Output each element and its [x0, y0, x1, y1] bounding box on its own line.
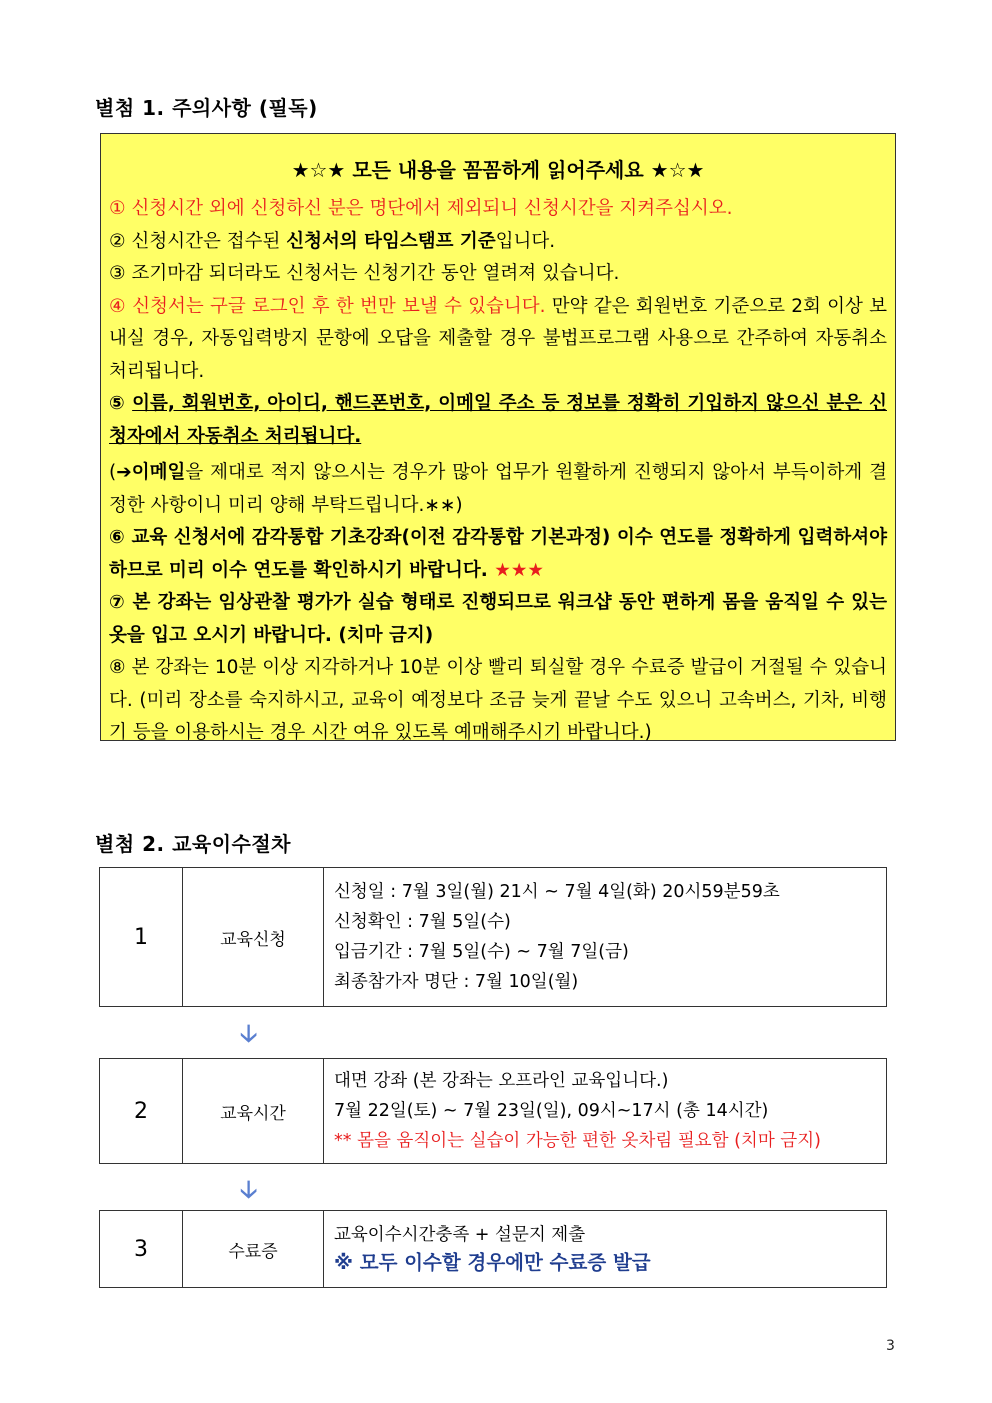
notice-item-1: ① 신청시간 외에 신청하신 분은 명단에서 제외되니 신청시간을 지켜주십시오.: [109, 198, 733, 219]
step-number: 3: [100, 1211, 183, 1287]
notice-item-3: ③ 조기마감 되더라도 신청서는 신청기간 동안 열려져 있습니다.: [109, 263, 620, 284]
notice-item-5-num: ⑤: [109, 393, 133, 414]
notice-item-6-text: ⑥ 교육 신청서에 감각통합 기초강좌(이전 감각통합 기본과정) 이수 연도를 정확하게 입력하셔야 하므로 미리 이수 연도를 확인하시기 바랍니다.: [109, 527, 887, 581]
notice-item-5b-bold: ➔이메일: [116, 462, 186, 483]
notice-headline: ★☆★ 모든 내용을 꼼꼼하게 읽어주세요 ★☆★: [291, 158, 705, 182]
step-label: 교육시간: [183, 1059, 324, 1163]
step-line: 신청확인 : 7월 5일(수): [334, 912, 511, 932]
notice-item-5-text: 이름, 회원번호, 아이디, 핸드폰번호, 이메일 주소 등 정보를 정확히 기입하지 않으신 분은 신청자에서 자동취소 처리됩니다.: [109, 393, 887, 447]
step-row-1: [99, 867, 887, 1007]
notice-item-2-text: ② 신청시간은 접수된: [109, 230, 287, 252]
step-line: 최종참가자 명단 : 7월 10일(월): [334, 972, 579, 992]
notice-item-2: [109, 226, 887, 259]
notice-item-7: ⑦ 본 강좌는 임상관찰 평가가 실습 형태로 진행되므로 워크샵 동안 편하게 몸을 움직일 수 있는 옷을 입고 오시기 바랍니다. (치마 금지): [109, 592, 887, 646]
notice-item-4-rest: 만약 같은 회원번호 기준으로 2회 이상 보내실 경우, 자동입력방지 문항에 오답을 제출할 경우 불법프로그램 사용으로 간주하여 자동취소 처리됩니다.: [109, 295, 887, 382]
step-label: 수료증: [183, 1211, 324, 1287]
step-line: 대면 강좌 (본 강좌는 오프라인 교육입니다.): [334, 1071, 669, 1091]
section2-title: 별첨 2. 교육이수절차: [95, 832, 291, 856]
step-line: 교육이수시간충족 + 설문지 제출: [334, 1225, 586, 1245]
step-line-warning: ** 몸을 움직이는 실습이 가능한 편한 옷차림 필요함 (치마 금지): [334, 1131, 821, 1151]
section1-title: 별첨 1. 주의사항 (필독): [95, 96, 318, 120]
step-number: 2: [100, 1059, 183, 1163]
step-line: 입금기간 : 7월 5일(수) ~ 7월 7일(금): [334, 942, 629, 962]
notice-item-2-bold: 신청서의 타임스탬프 기준: [286, 230, 496, 252]
notice-item-5b-open: (: [109, 462, 117, 483]
notice-item-6-stars: ★★★: [494, 559, 544, 581]
step-number: 1: [100, 868, 183, 1006]
page-number: 3: [886, 1338, 895, 1354]
notice-box: [100, 133, 896, 741]
notice-item-6: [109, 522, 887, 587]
notice-item-4-red: ④ 신청서는 구글 로그인 후 한 번만 보낼 수 있습니다.: [109, 295, 546, 317]
step-label: 교육신청: [183, 868, 324, 1006]
step-row-2: [99, 1058, 887, 1164]
step-description: [324, 1059, 886, 1163]
notice-item-5: [109, 388, 887, 453]
notice-item-2-end: 입니다.: [495, 230, 556, 252]
step-row-3: [99, 1210, 887, 1288]
notice-item-8: ⑧ 본 강좌는 10분 이상 지각하거나 10분 이상 빨리 퇴실할 경우 수료증 발급이 거절될 수 있습니다. (미리 장소를 숙지하시고, 교육이 예정보다 조금 늦게 끝날 수도 있으니 고속버스, 기차, 비행기 등을 이용하시는 경우 시간 여유 있도록 예매해주시기 바랍니다.): [109, 657, 887, 743]
down-arrow-icon: 🡣: [240, 1175, 258, 1203]
step-line: 7월 22일(토) ~ 7월 23일(일), 09시~17시 (총 14시간): [334, 1101, 769, 1121]
notice-item-4: [109, 291, 887, 389]
notice-item-5b-rest: 을 제대로 적지 않으시는 경우가 많아 업무가 원활하게 진행되지 않아서 부득이하게 결정한 사항이니 미리 양해 부탁드립니다.∗∗): [109, 462, 887, 516]
step-line-highlight: ※ 모두 이수할 경우에만 수료증 발급: [334, 1251, 651, 1274]
step-description: [324, 868, 886, 1006]
notice-item-5b: [109, 457, 887, 522]
step-line: 신청일 : 7월 3일(월) 21시 ~ 7월 4일(화) 20시59분59초: [334, 882, 780, 902]
down-arrow-icon: 🡣: [240, 1019, 258, 1047]
step-description: [324, 1211, 886, 1287]
